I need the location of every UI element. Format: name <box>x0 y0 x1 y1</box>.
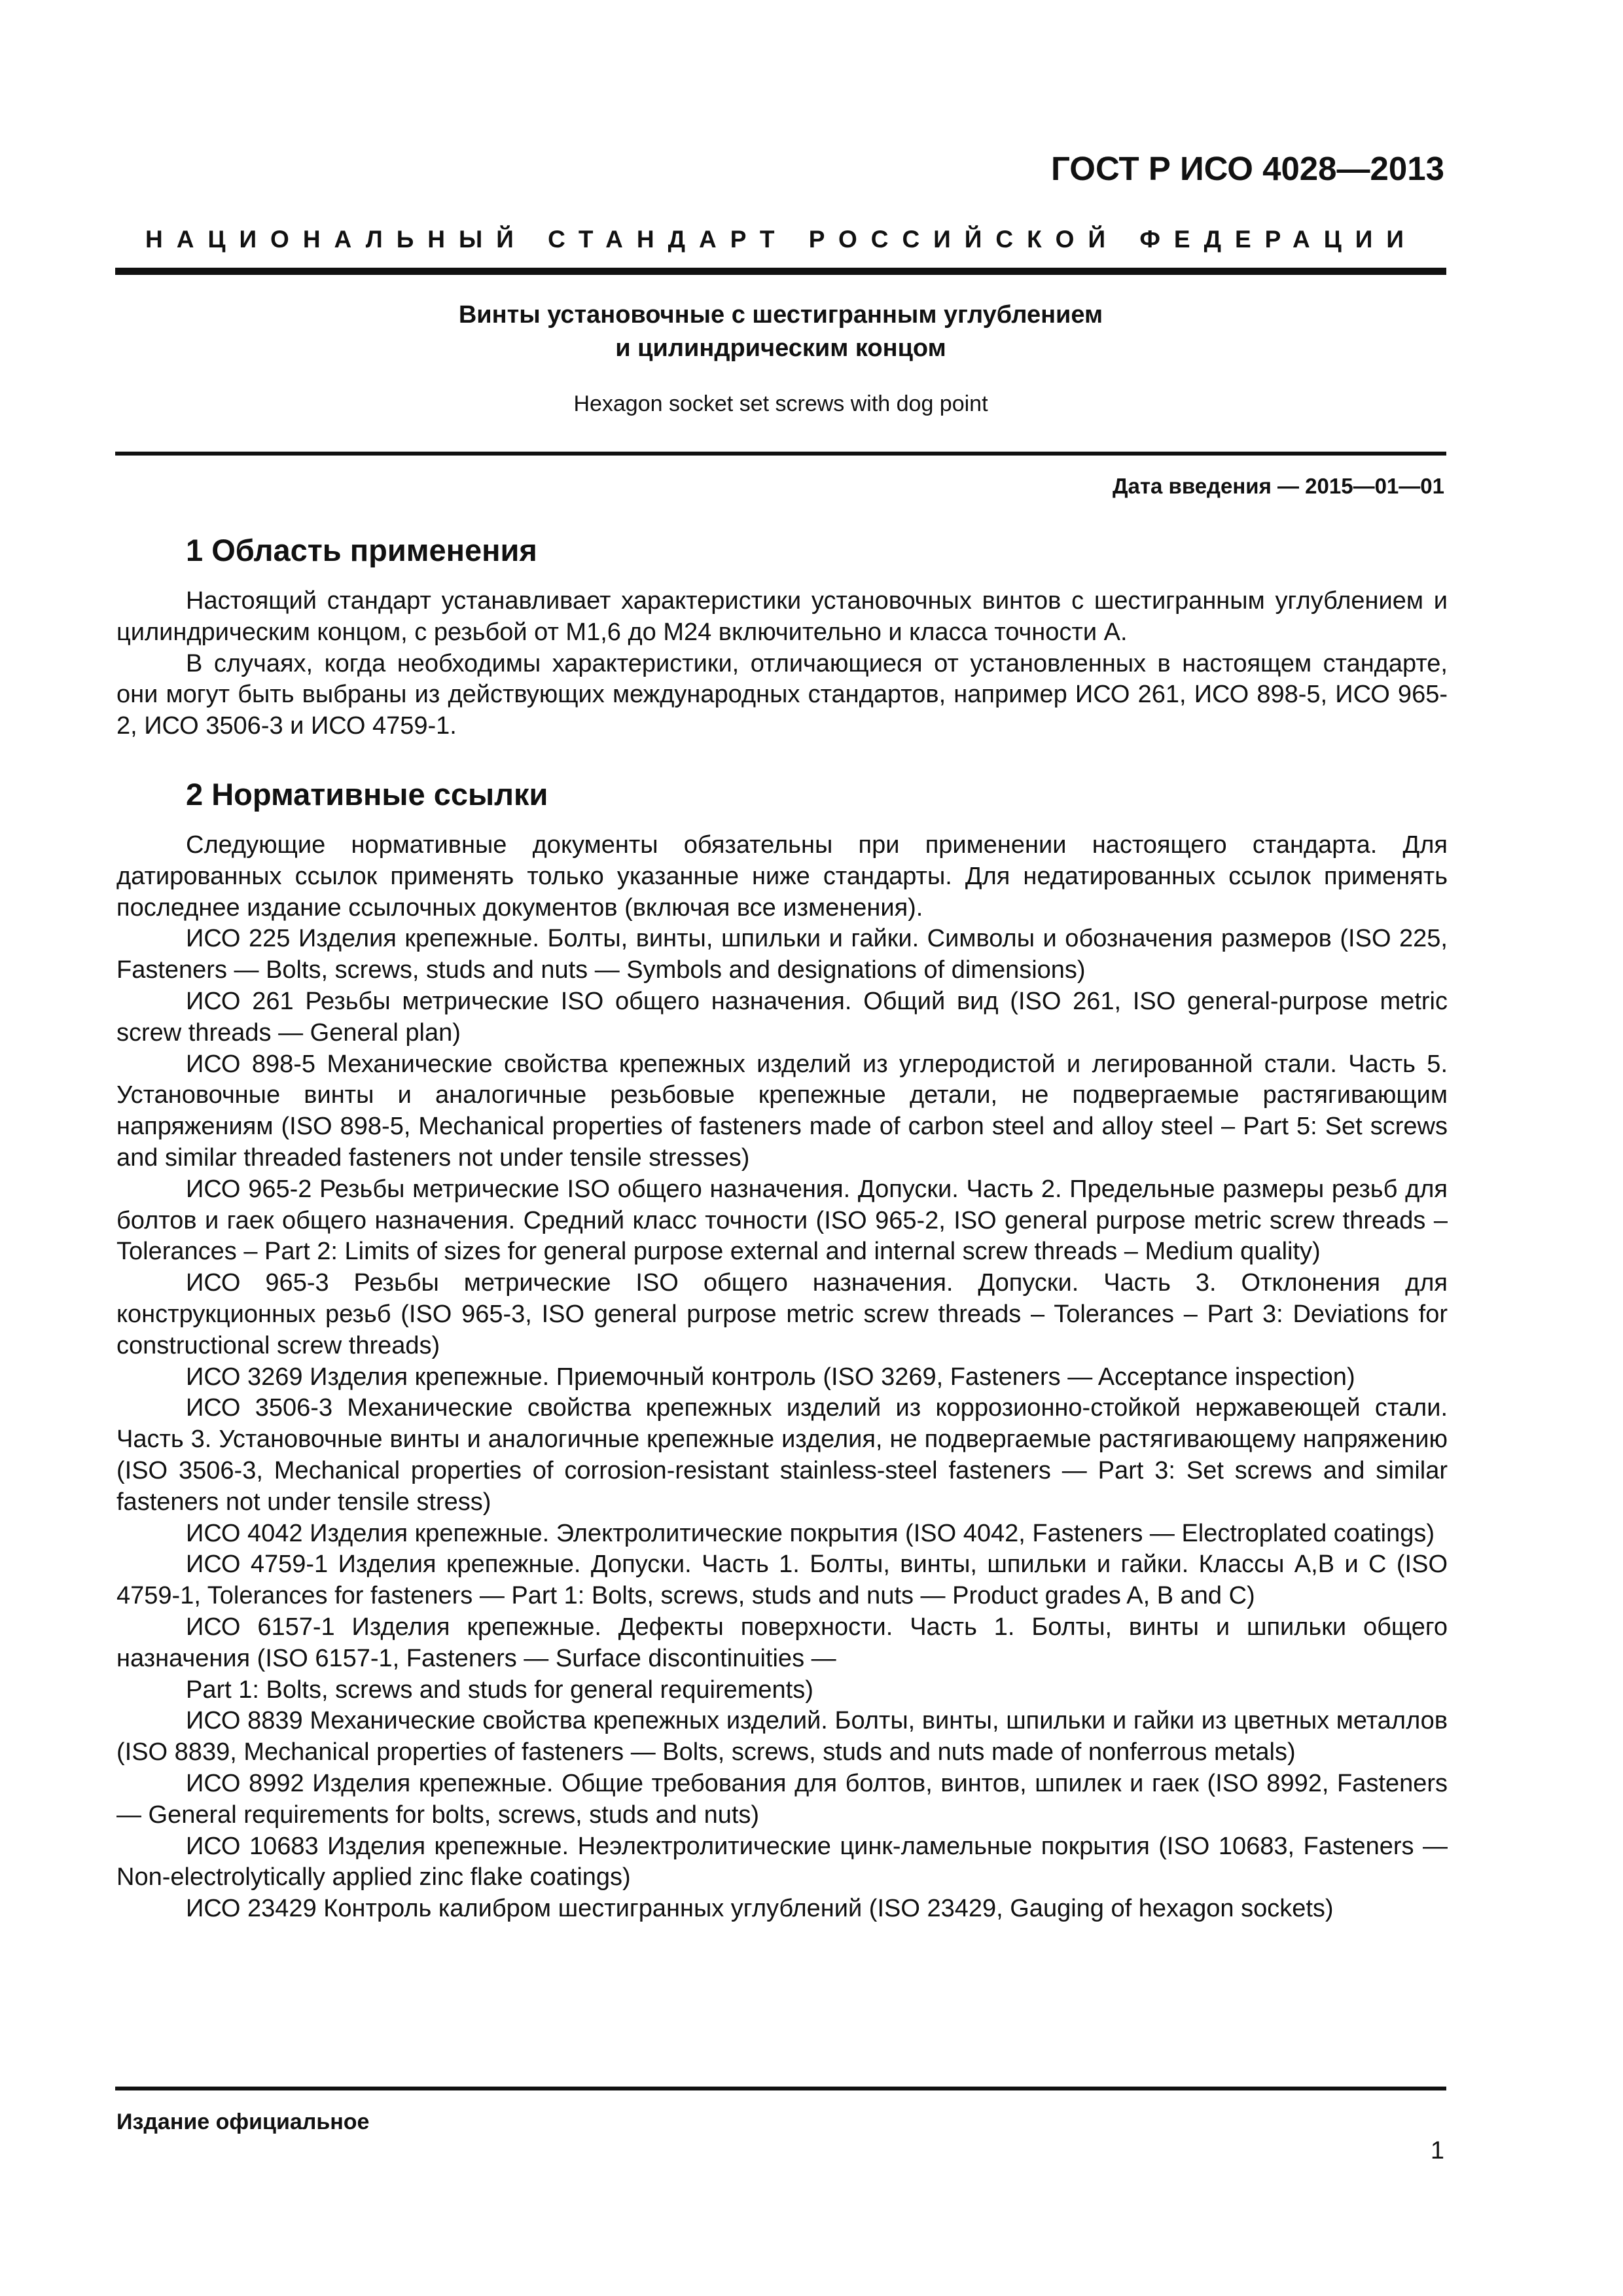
section-1-body <box>116 586 1448 742</box>
reference-item: ИСО 898-5 Механические свойства крепежных изделий из углеродистой и легированной стали. Часть 5. Установочные винты и аналогичные резьбовые крепежные детали, не подвергаемые растягивающим напряжениям (ISO 898-5, Mechanical properties of fasteners made of carbon steel and alloy steel – Part 5: Set screws and similar threaded fasteners not under tensile stresses) <box>116 1050 1448 1172</box>
reference-item: ИСО 3506-3 Механические свойства крепежных изделий из коррозионно-стойкой нержавеющей стали. Часть 3. Установочные винты и аналогичные крепежные изделия, не подвергаемые растягивающему напряжению (ISO 3506-3, Mechanical properties of corrosion-resistant stainless-steel fasteners — Part 3: Set screws and similar fasteners not under tensile stress) <box>116 1394 1448 1516</box>
section-1-heading: 1 Область применения <box>186 533 537 567</box>
reference-item: ИСО 8839 Механические свойства крепежных изделий. Болты, винты, шпильки и гайки из цветных металлов (ISO 8839, Mechanical properties of fasteners — Bolts, screws, studs and nuts made of nonferrous metals) <box>116 1707 1448 1767</box>
paragraph: Следующие нормативные документы обязательны при применении настоящего стандарта. Для датированных ссылок применять только указанные ниже стандарты. Для недатированных ссылок применять последнее издание ссылочных документов (включая все изменения). <box>116 831 1448 922</box>
reference-item: ИСО 965-3 Резьбы метрические ISO общего назначения. Допуски. Часть 3. Отклонения для конструкционных резьб (ISO 965-3, ISO general purpose metric screw threads – Tolerances – Part 3: Deviations for constructional screw threads) <box>116 1269 1448 1359</box>
edition-note: Издание официальное <box>116 2109 370 2134</box>
footer-divider <box>115 2087 1446 2090</box>
paragraph: В случаях, когда необходимы характеристики, отличающиеся от установленных в настоящем стандарте, они могут быть выбраны из действующих международных стандартов, например ИСО 261, ИСО 898-5, ИСО 965-2, ИСО 3506-3 и ИСО 4759-1. <box>116 649 1448 740</box>
section-2-body <box>116 830 1448 1925</box>
title-russian-line-2: и цилиндрическим концом <box>615 334 946 362</box>
page-number: 1 <box>1430 2137 1444 2164</box>
title-russian <box>115 298 1446 365</box>
reference-item: ИСО 6157-1 Изделия крепежные. Дефекты поверхности. Часть 1. Болты, винты и шпильки общего назначения (ISO 6157-1, Fasteners — Surface discontinuities — <box>116 1613 1448 1672</box>
reference-item: ИСО 261 Резьбы метрические ISO общего назначения. Общий вид (ISO 261, ISO general-purpose metric screw threads — General plan) <box>116 987 1448 1047</box>
reference-item: ИСО 8992 Изделия крепежные. Общие требования для болтов, винтов, шпилек и гаек (ISO 8992, Fasteners — General requirements for bolts, screws, studs and nuts) <box>116 1769 1448 1829</box>
header-divider <box>115 268 1446 275</box>
title-russian-line-1: Винты установочные с шестигранным углублением <box>458 301 1103 329</box>
introduction-date: Дата введения — 2015—01—01 <box>1113 474 1444 498</box>
document-number: ГОСТ Р ИСО 4028—2013 <box>1051 150 1444 187</box>
reference-item: ИСО 225 Изделия крепежные. Болты, винты, шпильки и гайки. Символы и обозначения размеров (ISO 225, Fasteners — Bolts, screws, studs and nuts — Symbols and designations of dimensions) <box>116 925 1448 984</box>
national-standard-banner: НАЦИОНАЛЬНЫЙ СТАНДАРТ РОССИЙСКОЙ ФЕДЕРАЦИИ <box>145 226 1418 253</box>
reference-item: ИСО 23429 Контроль калибром шестигранных углублений (ISO 23429, Gauging of hexagon sockets) <box>186 1895 1334 1923</box>
title-english: Hexagon socket set screws with dog point <box>573 391 988 416</box>
section-2-heading: 2 Нормативные ссылки <box>186 777 548 812</box>
reference-item: Part 1: Bolts, screws and studs for general requirements) <box>186 1676 813 1704</box>
reference-item: ИСО 3269 Изделия крепежные. Приемочный контроль (ISO 3269, Fasteners — Acceptance inspection) <box>186 1363 1355 1391</box>
reference-item: ИСО 4759-1 Изделия крепежные. Допуски. Часть 1. Болты, винты, шпильки и гайки. Классы А,В и С (ISO 4759-1, Tolerances for fasteners — Part 1: Bolts, screws, studs and nuts — Product grades A, B and C) <box>116 1551 1448 1610</box>
reference-item: ИСО 10683 Изделия крепежные. Неэлектролитические цинк-ламельные покрытия (ISO 10683, Fasteners — Non-electrolytically applied zinc flake coatings) <box>116 1832 1448 1892</box>
title-divider <box>115 452 1446 456</box>
reference-item: ИСО 4042 Изделия крепежные. Электролитические покрытия (ISO 4042, Fasteners — Electroplated coatings) <box>186 1519 1435 1547</box>
paragraph: Настоящий стандарт устанавливает характеристики установочных винтов с шестигранным углублением и цилиндрическим концом, с резьбой от М1,6 до М24 включительно и класса точности А. <box>116 587 1448 646</box>
reference-item: ИСО 965-2 Резьбы метрические ISO общего назначения. Допуски. Часть 2. Предельные размеры резьб для болтов и гаек общего назначения. Средний класс точности (ISO 965-2, ISO general purpose metric screw threads – Tolerances – Part 2: Limits of sizes for general purpose external and internal screw threads – Medium quality) <box>116 1175 1448 1266</box>
